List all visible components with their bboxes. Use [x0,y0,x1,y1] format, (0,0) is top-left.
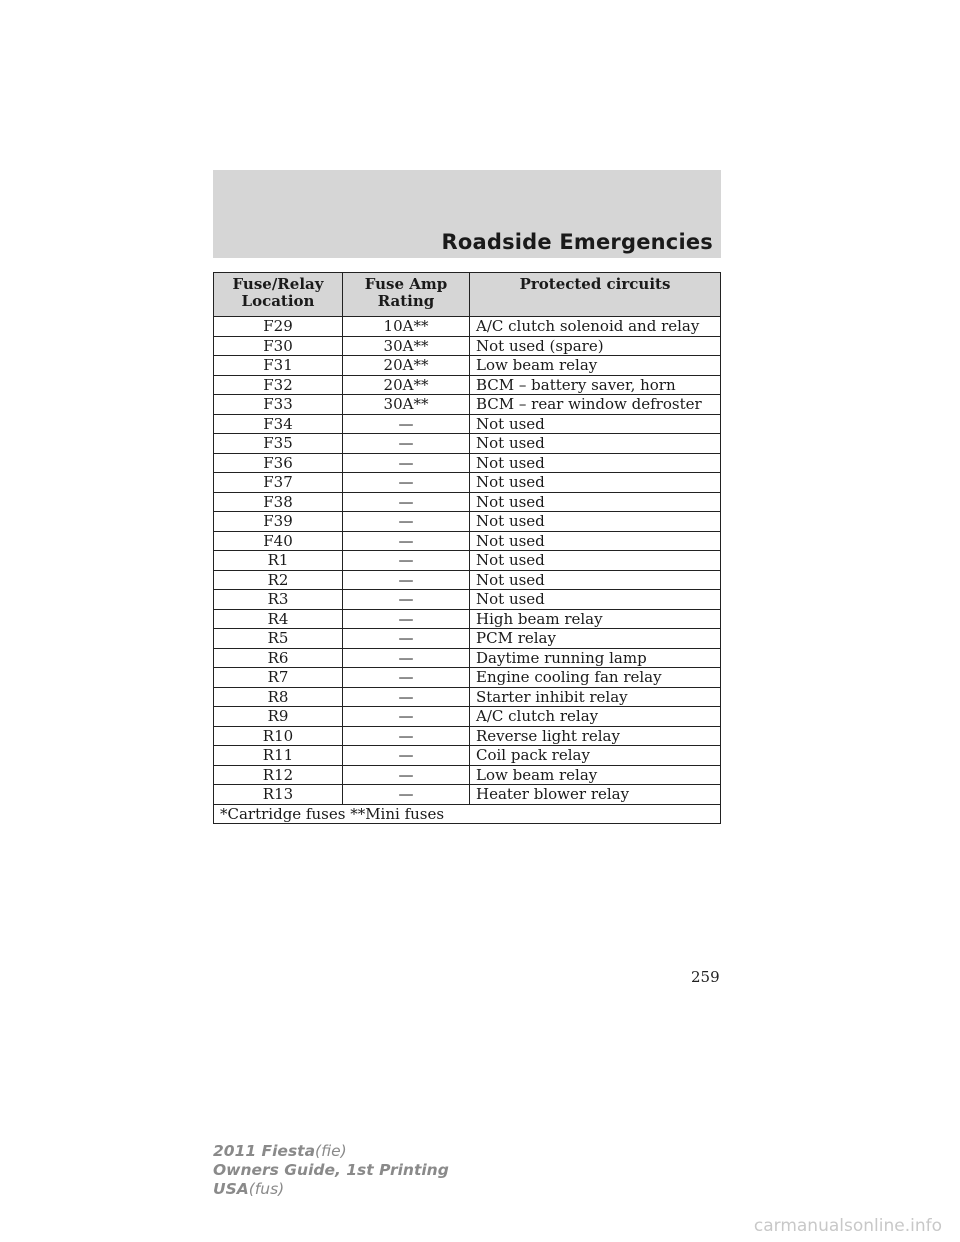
cell-protected-circuit: Not used [470,531,721,551]
table-row [214,531,721,551]
cell-location: F40 [214,531,343,551]
cell-amp-rating: — [343,746,470,766]
cell-location: R1 [214,551,343,571]
cell-location: F31 [214,356,343,376]
cell-protected-circuit: Coil pack relay [470,746,721,766]
table-row [214,434,721,454]
table-row [214,492,721,512]
cell-protected-circuit: BCM – rear window defroster [470,395,721,415]
cell-location: R6 [214,648,343,668]
table-row [214,746,721,766]
table-row [214,648,721,668]
table-footnote: *Cartridge fuses **Mini fuses [214,804,721,824]
column-header-location-line2: Location [241,292,315,310]
cell-amp-rating: — [343,648,470,668]
table-row [214,512,721,532]
table-row [214,785,721,805]
cell-amp-rating: — [343,726,470,746]
cell-location: R7 [214,668,343,688]
cell-amp-rating: — [343,453,470,473]
table-row [214,668,721,688]
table-row [214,473,721,493]
cell-protected-circuit: Not used (spare) [470,336,721,356]
table-row [214,356,721,376]
cell-protected-circuit: BCM – battery saver, horn [470,375,721,395]
table-row [214,551,721,571]
table-row [214,629,721,649]
table-footnote-row [214,804,721,824]
cell-amp-rating: 20A** [343,375,470,395]
table-row [214,453,721,473]
cell-protected-circuit: A/C clutch solenoid and relay [470,317,721,337]
cell-amp-rating: 10A** [343,317,470,337]
cell-amp-rating: — [343,707,470,727]
cell-protected-circuit: Not used [470,570,721,590]
column-header-location-line1: Fuse/Relay [232,275,324,293]
cell-location: R4 [214,609,343,629]
footer-line-3 [213,1180,449,1199]
cell-protected-circuit: Not used [470,414,721,434]
table-row [214,570,721,590]
cell-amp-rating: 30A** [343,395,470,415]
cell-protected-circuit: Daytime running lamp [470,648,721,668]
cell-amp-rating: 20A** [343,356,470,376]
footer-model: 2011 Fiesta [213,1142,316,1160]
footer-line-1 [213,1142,449,1161]
table-row [214,317,721,337]
column-header-amp-line1: Fuse Amp [364,275,448,293]
cell-location: F38 [214,492,343,512]
table-row [214,590,721,610]
table-row [214,609,721,629]
column-header-amp-line2: Rating [377,292,435,310]
cell-amp-rating: — [343,492,470,512]
footer-market-code: (fus) [248,1180,285,1198]
fuse-table [213,272,721,824]
cell-amp-rating: — [343,687,470,707]
table-row [214,707,721,727]
cell-location: F36 [214,453,343,473]
cell-amp-rating: — [343,512,470,532]
cell-amp-rating: — [343,531,470,551]
cell-location: F34 [214,414,343,434]
column-header-amp [343,273,470,317]
cell-location: R5 [214,629,343,649]
cell-protected-circuit: PCM relay [470,629,721,649]
cell-amp-rating: — [343,590,470,610]
cell-amp-rating: — [343,609,470,629]
cell-location: R9 [214,707,343,727]
table-row [214,687,721,707]
cell-protected-circuit: A/C clutch relay [470,707,721,727]
cell-amp-rating: — [343,414,470,434]
cell-protected-circuit: Reverse light relay [470,726,721,746]
cell-location: R11 [214,746,343,766]
cell-location: F35 [214,434,343,454]
section-header-band [213,170,721,258]
cell-protected-circuit: Starter inhibit relay [470,687,721,707]
cell-protected-circuit: Not used [470,590,721,610]
cell-location: R10 [214,726,343,746]
column-header-circuits: Protected circuits [470,273,721,317]
cell-amp-rating: — [343,765,470,785]
section-title: Roadside Emergencies [441,230,713,254]
cell-amp-rating: — [343,570,470,590]
cell-protected-circuit: Not used [470,473,721,493]
cell-amp-rating: — [343,785,470,805]
footer-market: USA [213,1180,249,1198]
cell-location: F29 [214,317,343,337]
document-footer [213,1142,449,1199]
table-row [214,726,721,746]
cell-protected-circuit: Heater blower relay [470,785,721,805]
cell-amp-rating: — [343,551,470,571]
table-row [214,414,721,434]
table-row [214,765,721,785]
table-header-row [214,273,721,317]
cell-protected-circuit: Not used [470,512,721,532]
watermark: carmanualsonline.info [753,1216,942,1236]
cell-amp-rating: 30A** [343,336,470,356]
cell-amp-rating: — [343,668,470,688]
footer-line-2: Owners Guide, 1st Printing [213,1161,449,1179]
cell-protected-circuit: Not used [470,453,721,473]
cell-protected-circuit: Not used [470,551,721,571]
table-body [214,317,721,805]
cell-protected-circuit: High beam relay [470,609,721,629]
page-number: 259 [691,968,720,986]
table-row [214,336,721,356]
cell-amp-rating: — [343,629,470,649]
table-row [214,375,721,395]
cell-protected-circuit: Engine cooling fan relay [470,668,721,688]
cell-protected-circuit: Not used [470,492,721,512]
footer-model-code: (fie) [315,1142,347,1160]
cell-location: R2 [214,570,343,590]
column-header-location [214,273,343,317]
cell-location: F37 [214,473,343,493]
cell-location: R12 [214,765,343,785]
cell-location: F30 [214,336,343,356]
cell-amp-rating: — [343,434,470,454]
cell-location: R8 [214,687,343,707]
cell-protected-circuit: Not used [470,434,721,454]
table-row [214,395,721,415]
cell-protected-circuit: Low beam relay [470,765,721,785]
cell-location: F33 [214,395,343,415]
cell-location: R3 [214,590,343,610]
cell-amp-rating: — [343,473,470,493]
cell-protected-circuit: Low beam relay [470,356,721,376]
cell-location: R13 [214,785,343,805]
cell-location: F39 [214,512,343,532]
cell-location: F32 [214,375,343,395]
